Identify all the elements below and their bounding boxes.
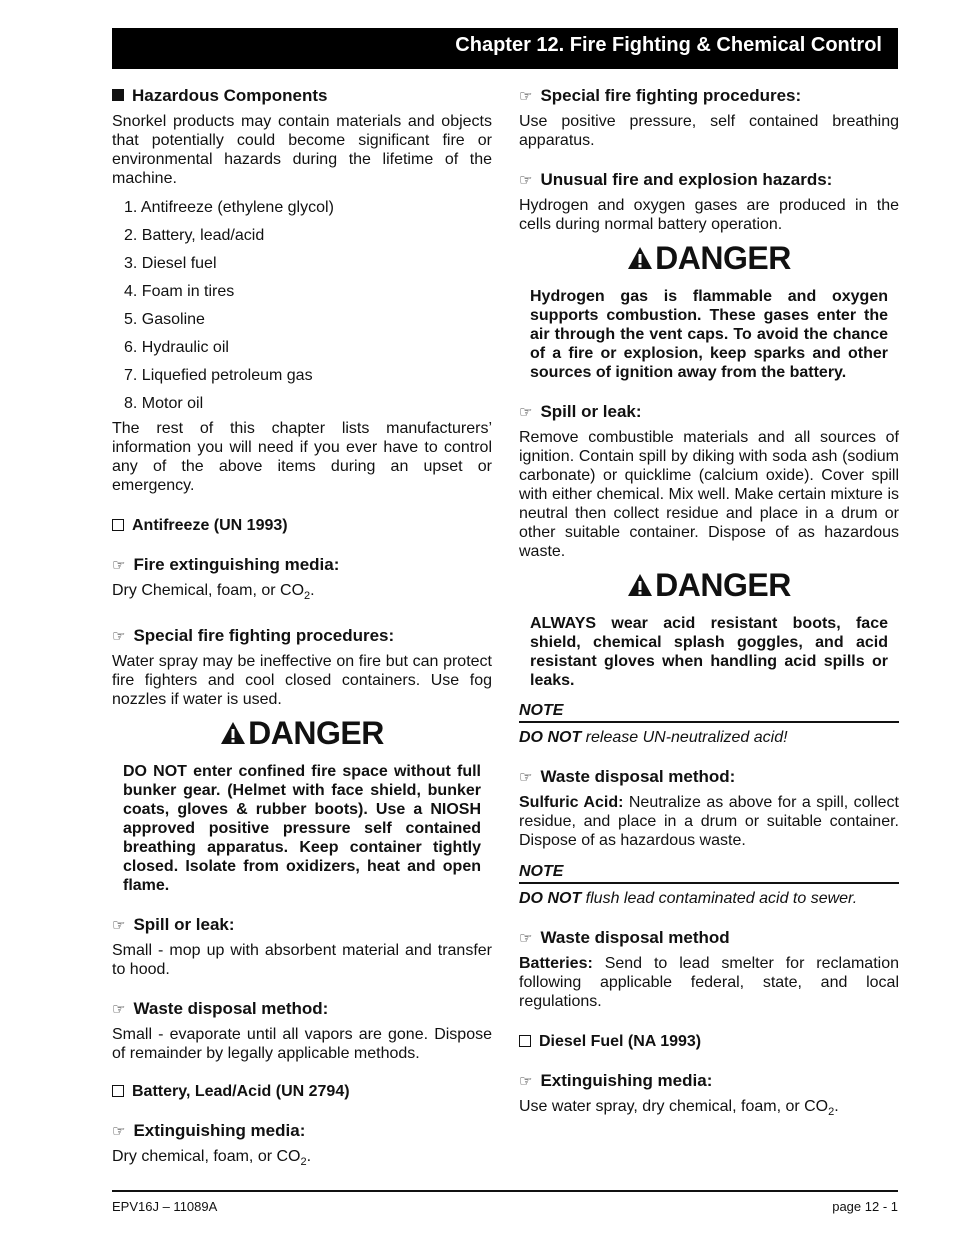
footer-divider bbox=[112, 1190, 898, 1192]
checkbox-bullet-icon bbox=[112, 1085, 124, 1097]
right-column bbox=[519, 86, 899, 1122]
warning-triangle-icon bbox=[220, 721, 246, 745]
unusual-hazards-heading: ☞ Unusual fire and explosion hazards: bbox=[519, 170, 833, 189]
danger-text: Hydrogen gas is flammable and oxygen supports combustion. These gases enter the air through the vent caps. To avoid the chance of a fire or explosion, keep sparks and other sources of ignition away from the battery. bbox=[530, 288, 888, 381]
pointing-hand-icon: ☞ bbox=[519, 172, 533, 189]
battery-waste-text: Sulfuric Acid: Neutralize as above for a spill, collect residue, and place in a drum or suitable container. Dispose of as hazardous waste. bbox=[519, 794, 899, 849]
diesel-extinguishing-text: Use water spray, dry chemical, foam, or $CO_2$. bbox=[519, 1098, 839, 1119]
list-item: 4. Foam in tires bbox=[124, 283, 235, 300]
battery-spill-heading: ☞ Spill or leak: bbox=[519, 402, 642, 421]
danger-text: ALWAYS wear acid resistant boots, face shield, chemical splash goggles, and acid resistant gloves when handling acid spills or leaks. bbox=[530, 615, 888, 689]
pointing-hand-icon: ☞ bbox=[112, 628, 126, 646]
warning-triangle-icon bbox=[627, 246, 653, 270]
pointing-hand-icon: ☞ bbox=[112, 1123, 126, 1141]
note-text: DO NOT release UN-neutralized acid! bbox=[519, 729, 788, 746]
note-text: DO NOT flush lead contaminated acid to sewer. bbox=[519, 890, 858, 907]
note-label: NOTE bbox=[519, 702, 899, 723]
components-list bbox=[112, 198, 492, 413]
footer-doc-id: EPV16J – 11089A bbox=[112, 1199, 218, 1214]
antifreeze-special-heading: ☞ Special fire fighting procedures: bbox=[112, 626, 395, 646]
pointing-hand-icon: ☞ bbox=[519, 1073, 533, 1090]
list-item: 8. Motor oil bbox=[124, 395, 204, 412]
note-label: NOTE bbox=[519, 863, 899, 884]
antifreeze-extinguishing-text: Dry Chemical, foam, or $CO_2$. bbox=[112, 582, 315, 603]
diesel-extinguishing-heading: ☞ Extinguishing media: bbox=[519, 1071, 713, 1090]
battery-special-heading: ☞ Special fire fighting procedures: bbox=[519, 86, 802, 105]
battery-heading: Battery, Lead/Acid (UN 2794) bbox=[112, 1083, 492, 1101]
antifreeze-extinguishing-heading: ☞ Fire extinguishing media: bbox=[112, 555, 340, 574]
battery-waste2-text: Batteries: Send to lead smelter for reclamation following applicable federal, state, and local regulations. bbox=[519, 955, 899, 1010]
battery-spill-text: Remove combustible materials and all sources of ignition. Contain spill by diking with soda ash (sodium carbonate) or quicklime (calcium oxide). Cover spill with either chemical. Mix well. Make certain mixture is neutral then collect residue and place in a drum or other suitable container. Dispose of as hazardous waste. bbox=[519, 429, 899, 560]
list-item: 2. Battery, lead/acid bbox=[124, 227, 265, 244]
antifreeze-waste-text: Small - evaporate until all vapors are gone. Dispose of remainder by legally applicable methods. bbox=[112, 1026, 492, 1063]
unusual-hazards-text: Hydrogen and oxygen gases are produced in the cells during normal battery operation. bbox=[519, 197, 899, 233]
footer-page-number: page 12 - 1 bbox=[832, 1199, 898, 1214]
antifreeze-special-text: Water spray may be ineffective on fire but can protect fire fighters and cool closed containers. Use fog nozzles if water is used. bbox=[112, 653, 492, 709]
battery-waste2-heading: ☞ Waste disposal method bbox=[519, 928, 730, 947]
diesel-heading: Diesel Fuel (NA 1993) bbox=[519, 1033, 899, 1051]
left-column bbox=[112, 86, 492, 1172]
battery-extinguishing-text: Dry chemical, foam, or $CO_2$. bbox=[112, 1148, 312, 1169]
pointing-hand-icon: ☞ bbox=[519, 769, 533, 786]
list-item: 3. Diesel fuel bbox=[124, 255, 217, 272]
hazardous-components-heading: Hazardous Components bbox=[112, 86, 492, 106]
danger-heading: DANGER bbox=[519, 240, 899, 277]
square-bullet-icon bbox=[112, 89, 124, 101]
list-item: 7. Liquefied petroleum gas bbox=[124, 367, 313, 384]
danger-text: DO NOT enter confined fire space without full bunker gear. (Helmet with face shield, bunker coats, gloves & rubber boots). Use a NIOSH approved positive pressure self contained breathing apparatus. Keep container tightly closed. Isolate from oxidizers, heat and open flame. bbox=[123, 763, 481, 895]
list-item: 5. Gasoline bbox=[124, 311, 205, 328]
pointing-hand-icon: ☞ bbox=[519, 930, 533, 947]
danger-heading: DANGER bbox=[112, 715, 492, 752]
pointing-hand-icon: ☞ bbox=[112, 1001, 126, 1019]
chapter-header bbox=[112, 28, 898, 69]
pointing-hand-icon: ☞ bbox=[112, 557, 126, 574]
antifreeze-spill-heading: ☞ Spill or leak: bbox=[112, 915, 235, 935]
hazardous-intro: Snorkel products may contain materials and objects that potentially could become significant fire or environmental hazards during the lifetime of the machine. bbox=[112, 113, 492, 187]
hazardous-outro: The rest of this chapter lists manufacturers’ information you will need if you ever have to control any of the above items during an upset or emergency. bbox=[112, 420, 492, 494]
checkbox-bullet-icon bbox=[112, 519, 124, 531]
pointing-hand-icon: ☞ bbox=[519, 404, 533, 421]
warning-triangle-icon bbox=[627, 573, 653, 597]
checkbox-bullet-icon bbox=[519, 1035, 531, 1047]
pointing-hand-icon: ☞ bbox=[519, 88, 533, 105]
danger-heading: DANGER bbox=[519, 567, 899, 604]
battery-extinguishing-heading: ☞ Extinguishing media: bbox=[112, 1121, 306, 1141]
antifreeze-waste-heading: ☞ Waste disposal method: bbox=[112, 999, 329, 1019]
battery-special-text: Use positive pressure, self contained breathing apparatus. bbox=[519, 113, 899, 149]
chapter-title: Chapter 12. Fire Fighting & Chemical Control bbox=[455, 34, 882, 56]
pointing-hand-icon: ☞ bbox=[112, 917, 126, 935]
list-item: 1. Antifreeze (ethylene glycol) bbox=[124, 199, 334, 216]
antifreeze-heading: Antifreeze (UN 1993) bbox=[112, 517, 492, 535]
battery-waste-heading: ☞ Waste disposal method: bbox=[519, 767, 736, 786]
list-item: 6. Hydraulic oil bbox=[124, 339, 229, 356]
antifreeze-spill-text: Small - mop up with absorbent material and transfer to hood. bbox=[112, 942, 492, 979]
